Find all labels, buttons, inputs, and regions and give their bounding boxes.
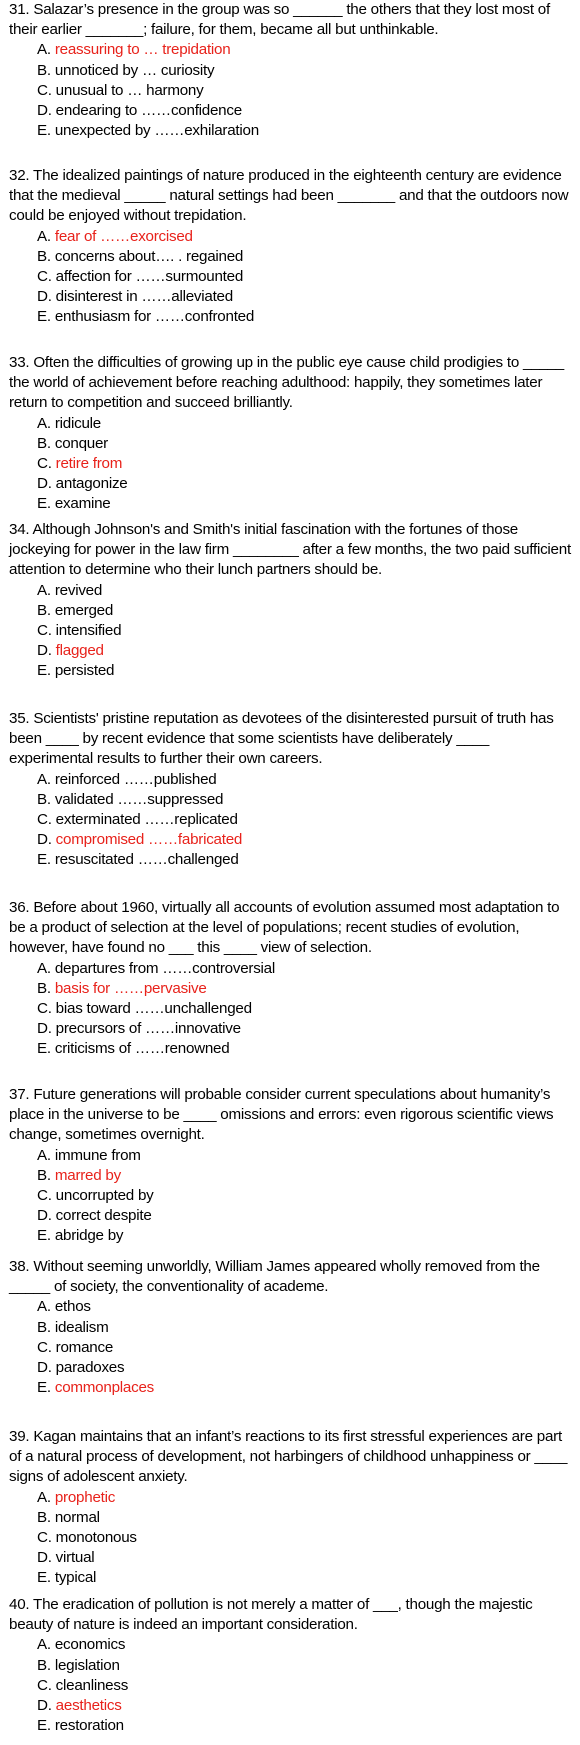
option-text: revived xyxy=(54,581,103,599)
option-text: typical xyxy=(54,1569,97,1587)
option-letter: D. xyxy=(37,1359,52,1377)
option-letter: E. xyxy=(37,851,51,869)
answer-options xyxy=(9,959,575,1060)
answer-option xyxy=(9,1656,575,1676)
option-text: correct despite xyxy=(55,1207,152,1225)
answer-option xyxy=(9,101,575,121)
option-letter: E. xyxy=(37,1227,51,1245)
question-block xyxy=(9,520,575,682)
option-letter: E. xyxy=(37,1379,51,1397)
answer-option xyxy=(9,1676,575,1696)
answer-options xyxy=(9,581,575,682)
option-letter: C. xyxy=(37,811,52,829)
question-block xyxy=(9,1085,575,1247)
option-letter: D. xyxy=(37,1020,52,1038)
option-letter: C. xyxy=(37,1529,52,1547)
option-text: unusual to … harmony xyxy=(55,81,204,99)
answer-option xyxy=(9,287,575,307)
option-letter: B. xyxy=(37,1508,51,1526)
option-letter: E. xyxy=(37,122,51,140)
question-stem: 34. Although Johnson's and Smith's initial fascination with the fortunes of those jockeying for power in the law firm ________ after a few months, the two paid sufficient attention to determine who their lunch partners should be. xyxy=(9,521,571,579)
answer-option xyxy=(9,959,575,979)
question-block xyxy=(9,1595,575,1736)
answer-options xyxy=(9,770,575,871)
option-text: precursors of ……innovative xyxy=(55,1020,241,1038)
answer-option xyxy=(9,1568,575,1588)
option-letter: B. xyxy=(37,434,51,452)
answer-option xyxy=(9,1297,575,1317)
option-letter: E. xyxy=(37,308,51,326)
option-text: flagged xyxy=(55,642,104,660)
answer-option xyxy=(9,61,575,81)
option-text: compromised ……fabricated xyxy=(55,831,243,849)
option-text: exterminated ……replicated xyxy=(55,811,238,829)
answer-options xyxy=(9,1297,575,1398)
option-letter: C. xyxy=(37,1187,52,1205)
option-letter: D. xyxy=(37,1207,52,1225)
option-text: virtual xyxy=(55,1549,95,1567)
option-text: monotonous xyxy=(55,1529,137,1547)
question-block xyxy=(9,898,575,1060)
answer-option xyxy=(9,1318,575,1338)
option-text: disinterest in ……alleviated xyxy=(55,288,233,306)
answer-option xyxy=(9,601,575,621)
answer-option xyxy=(9,414,575,434)
option-text: persisted xyxy=(54,662,115,680)
answer-options xyxy=(9,414,575,515)
option-letter: D. xyxy=(37,288,52,306)
answer-options xyxy=(9,1635,575,1736)
option-text: prophetic xyxy=(54,1488,116,1506)
answer-option xyxy=(9,494,575,514)
answer-option xyxy=(9,1635,575,1655)
question-stem: 39. Kagan maintains that an infant’s reactions to its first stressful experiences are part of a natural process of development, not harbingers of childhood unhappiness or ____ signs of adolescent anxiety. xyxy=(9,1428,568,1486)
option-text: antagonize xyxy=(55,475,128,493)
option-text: uncorrupted by xyxy=(55,1187,154,1205)
answer-option xyxy=(9,1358,575,1378)
option-letter: D. xyxy=(37,1549,52,1567)
option-text: unexpected by ……exhilaration xyxy=(54,122,259,140)
option-letter: B. xyxy=(37,979,51,997)
option-text: retire from xyxy=(55,455,123,473)
option-text: commonplaces xyxy=(54,1379,154,1397)
option-letter: B. xyxy=(37,1318,51,1336)
option-text: conquer xyxy=(54,434,108,452)
question-stem: 37. Future generations will probable consider current speculations about humanity’s place in the universe to be ____ omissions and errors: even rigorous scientific views change, sometimes overnight. xyxy=(9,1086,554,1144)
question-stem: 33. Often the difficulties of growing up in the public eye cause child prodigies to _____ the world of achievement before reaching adulthood: happily, they sometimes later return to competition and succeed brilliantly. xyxy=(9,354,564,412)
option-text: immune from xyxy=(54,1146,141,1164)
answer-option xyxy=(9,1548,575,1568)
answer-option xyxy=(9,434,575,454)
answer-option xyxy=(9,1716,575,1736)
option-letter: B. xyxy=(37,1656,51,1674)
option-text: idealism xyxy=(54,1318,109,1336)
answer-options xyxy=(9,40,575,141)
option-letter: A. xyxy=(37,959,51,977)
option-text: aesthetics xyxy=(55,1697,122,1715)
option-letter: D. xyxy=(37,642,52,660)
option-text: reinforced ……published xyxy=(54,770,217,788)
option-text: ridicule xyxy=(54,414,101,432)
answer-options xyxy=(9,227,575,328)
answer-option xyxy=(9,810,575,830)
option-letter: A. xyxy=(37,227,51,245)
answer-option xyxy=(9,1528,575,1548)
option-letter: B. xyxy=(37,601,51,619)
answer-option xyxy=(9,1226,575,1246)
option-text: paradoxes xyxy=(55,1359,125,1377)
answer-option-correct xyxy=(9,830,575,850)
option-text: reassuring to … trepidation xyxy=(54,41,231,59)
question-stem: 31. Salazar’s presence in the group was so ______ the others that they lost most of their earlier _______; failure, for them, became all but unthinkable. xyxy=(9,1,550,39)
answer-option xyxy=(9,307,575,327)
option-text: abridge by xyxy=(54,1227,124,1245)
question-stem: 35. Scientists' pristine reputation as devotees of the disinterested pursuit of truth has been ____ by recent evidence that some scientists have deliberately ____ experimental results to further their own careers. xyxy=(9,710,554,768)
option-text: affection for ……surmounted xyxy=(55,268,244,286)
answer-option-correct xyxy=(9,40,575,60)
option-text: validated ……suppressed xyxy=(54,790,224,808)
option-text: ethos xyxy=(54,1298,91,1316)
option-letter: E. xyxy=(37,495,51,513)
answer-option xyxy=(9,1146,575,1166)
option-text: romance xyxy=(55,1338,114,1356)
option-text: intensified xyxy=(55,622,122,640)
option-letter: A. xyxy=(37,1636,51,1654)
question-block xyxy=(9,1257,575,1398)
question-stem: 40. The eradication of pollution is not merely a matter of ___, though the majestic beauty of nature is indeed an important consideration. xyxy=(9,1596,533,1634)
answer-option xyxy=(9,247,575,267)
option-letter: A. xyxy=(37,1488,51,1506)
option-letter: D. xyxy=(37,1697,52,1715)
answer-option-correct xyxy=(9,1488,575,1508)
answer-option xyxy=(9,770,575,790)
answer-option xyxy=(9,1508,575,1528)
option-text: resuscitated ……challenged xyxy=(54,851,239,869)
answer-option xyxy=(9,999,575,1019)
option-letter: A. xyxy=(37,414,51,432)
answer-option-correct xyxy=(9,979,575,999)
option-text: cleanliness xyxy=(55,1676,129,1694)
option-text: legislation xyxy=(54,1656,120,1674)
answer-option xyxy=(9,1019,575,1039)
option-letter: C. xyxy=(37,1000,52,1018)
option-letter: A. xyxy=(37,581,51,599)
option-letter: B. xyxy=(37,790,51,808)
option-letter: E. xyxy=(37,1717,51,1735)
option-text: economics xyxy=(54,1636,126,1654)
option-text: restoration xyxy=(54,1717,124,1735)
option-letter: B. xyxy=(37,1166,51,1184)
option-text: endearing to ……confidence xyxy=(55,102,242,120)
answer-option xyxy=(9,621,575,641)
question-block xyxy=(9,709,575,871)
option-letter: A. xyxy=(37,770,51,788)
option-letter: A. xyxy=(37,1146,51,1164)
option-text: normal xyxy=(54,1508,100,1526)
option-text: departures from ……controversial xyxy=(54,959,275,977)
option-letter: D. xyxy=(37,102,52,120)
answer-options xyxy=(9,1146,575,1247)
answer-option-correct xyxy=(9,641,575,661)
answer-option xyxy=(9,121,575,141)
question-stem: 32. The idealized paintings of nature produced in the eighteenth century are evidence that the medieval _____ natural settings had been _______ and that the outdoors now could be enjoyed without trepidation. xyxy=(9,167,569,225)
question-block xyxy=(9,1427,575,1589)
option-letter: B. xyxy=(37,247,51,265)
question-block xyxy=(9,353,575,515)
answer-option xyxy=(9,581,575,601)
answer-option xyxy=(9,1186,575,1206)
answer-option xyxy=(9,850,575,870)
answer-option xyxy=(9,1338,575,1358)
question-block xyxy=(9,166,575,328)
answer-option xyxy=(9,1206,575,1226)
option-letter: C. xyxy=(37,268,52,286)
option-letter: A. xyxy=(37,1298,51,1316)
option-letter: D. xyxy=(37,831,52,849)
option-text: criticisms of ……renowned xyxy=(54,1040,230,1058)
answer-option xyxy=(9,267,575,287)
option-letter: C. xyxy=(37,1676,52,1694)
option-letter: E. xyxy=(37,1040,51,1058)
question-block xyxy=(9,0,575,141)
option-letter: C. xyxy=(37,622,52,640)
option-letter: D. xyxy=(37,475,52,493)
option-text: unnoticed by … curiosity xyxy=(54,61,215,79)
option-letter: C. xyxy=(37,455,52,473)
answer-option xyxy=(9,790,575,810)
option-letter: B. xyxy=(37,61,51,79)
answer-option-correct xyxy=(9,1378,575,1398)
question-stem: 36. Before about 1960, virtually all accounts of evolution assumed most adaptation to be a product of selection at the level of populations; recent studies of evolution, however, have found no ___ this ____ view of selection. xyxy=(9,899,560,957)
answer-option-correct xyxy=(9,1696,575,1716)
answer-option-correct xyxy=(9,227,575,247)
option-letter: A. xyxy=(37,41,51,59)
option-text: enthusiasm for ……confronted xyxy=(54,308,255,326)
option-text: emerged xyxy=(54,601,114,619)
answer-option xyxy=(9,661,575,681)
option-letter: C. xyxy=(37,1338,52,1356)
option-letter: E. xyxy=(37,662,51,680)
option-text: examine xyxy=(54,495,111,513)
option-text: basis for ……pervasive xyxy=(54,979,207,997)
option-text: concerns about…. . regained xyxy=(54,247,244,265)
option-text: fear of ……exorcised xyxy=(54,227,193,245)
answer-option-correct xyxy=(9,454,575,474)
answer-option xyxy=(9,474,575,494)
answer-option-correct xyxy=(9,1166,575,1186)
option-letter: E. xyxy=(37,1569,51,1587)
question-stem: 38. Without seeming unworldly, William James appeared wholly removed from the _____ of society, the conventionality of academe. xyxy=(9,1258,540,1296)
answer-options xyxy=(9,1488,575,1589)
answer-option xyxy=(9,81,575,101)
option-letter: C. xyxy=(37,81,52,99)
answer-option xyxy=(9,1039,575,1059)
option-text: marred by xyxy=(54,1166,121,1184)
option-text: bias toward ……unchallenged xyxy=(55,1000,252,1018)
